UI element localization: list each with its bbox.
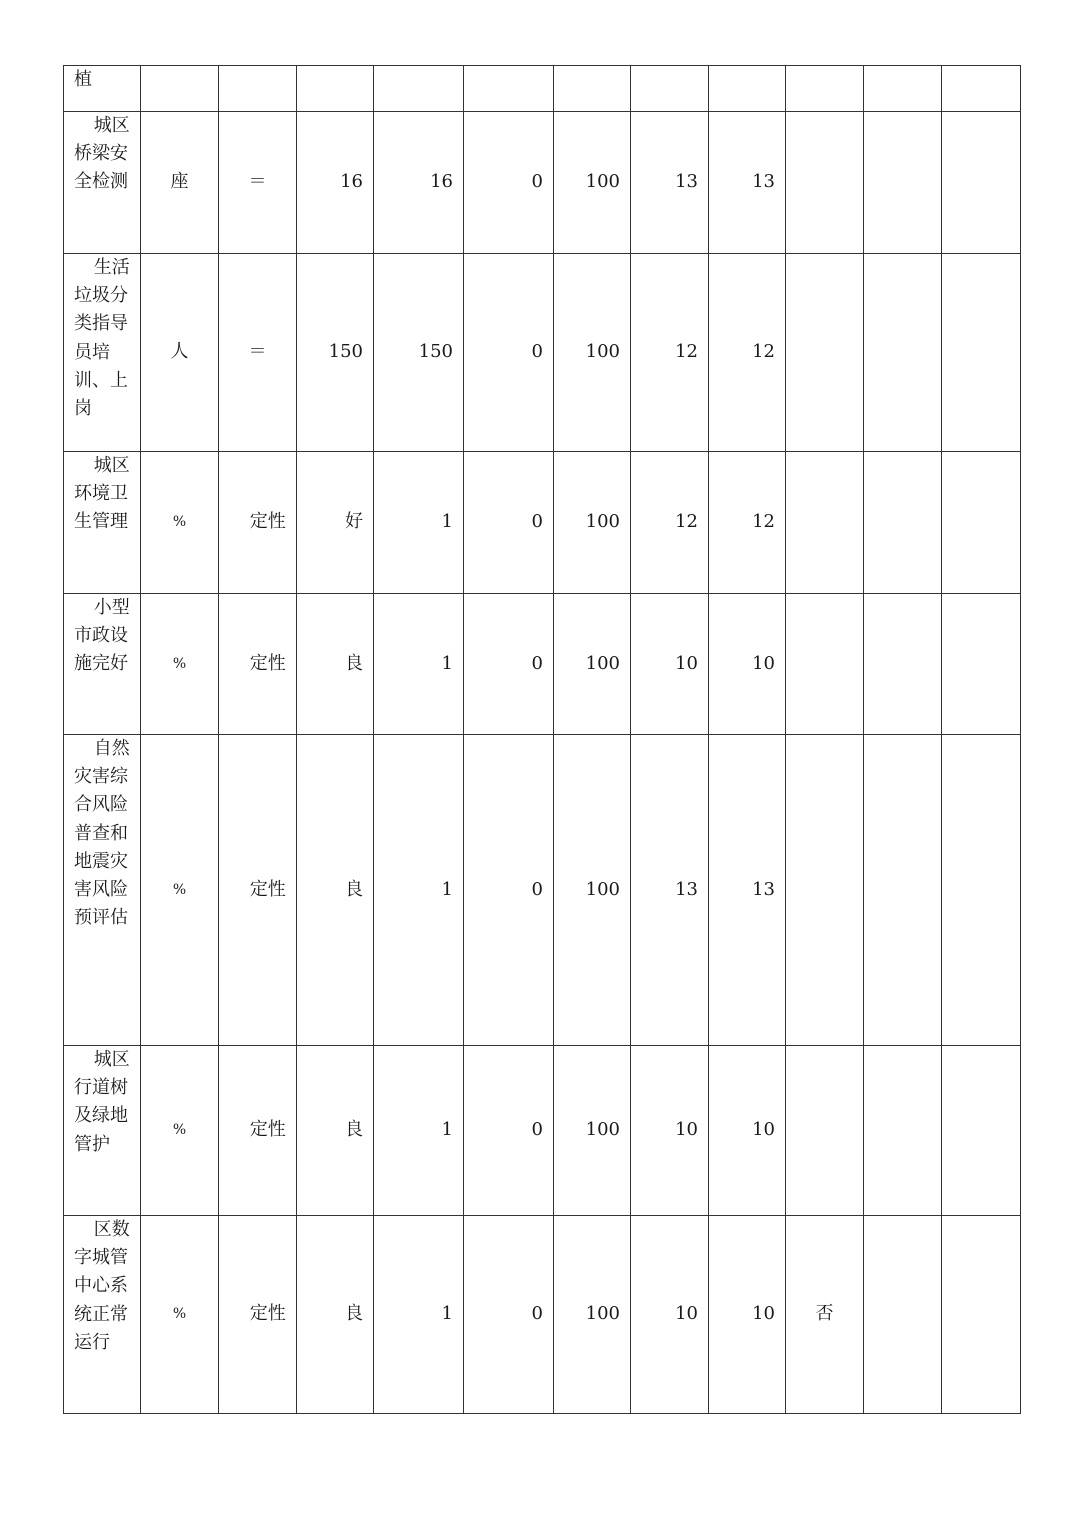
actual-cell: 1 <box>374 594 464 735</box>
flag-cell <box>786 112 864 254</box>
actual-cell: 150 <box>374 254 464 452</box>
indicator-name: 自然灾害综合风险普查和地震灾害风险预评估 <box>64 735 141 1046</box>
symbol-cell: ＝ <box>219 254 297 452</box>
indicator-name: 城区环境卫生管理 <box>64 452 141 594</box>
flag-cell <box>786 594 864 735</box>
unit-cell: % <box>141 594 219 735</box>
score-cell <box>709 66 786 112</box>
flag-cell <box>786 1046 864 1216</box>
completion-cell: 100 <box>554 452 631 594</box>
extra-cell <box>942 66 1021 112</box>
score-cell: 13 <box>709 112 786 254</box>
symbol-cell: 定性 <box>219 594 297 735</box>
unit-cell: % <box>141 1216 219 1414</box>
actual-cell: 1 <box>374 1046 464 1216</box>
deviation-cell: 0 <box>464 735 554 1046</box>
score-cell: 12 <box>709 254 786 452</box>
unit-cell: % <box>141 452 219 594</box>
completion-cell: 100 <box>554 1216 631 1414</box>
deviation-cell <box>464 66 554 112</box>
completion-cell <box>554 66 631 112</box>
target-cell: 良 <box>297 594 374 735</box>
flag-cell <box>786 66 864 112</box>
weight-cell: 13 <box>631 112 709 254</box>
extra-cell <box>864 1046 942 1216</box>
table-row <box>64 452 1021 594</box>
table-row <box>64 66 1021 112</box>
extra-cell <box>942 1046 1021 1216</box>
score-cell: 12 <box>709 452 786 594</box>
extra-cell <box>864 452 942 594</box>
extra-cell <box>942 594 1021 735</box>
unit-cell: 座 <box>141 112 219 254</box>
weight-cell: 10 <box>631 1216 709 1414</box>
completion-cell: 100 <box>554 112 631 254</box>
symbol-cell: 定性 <box>219 1046 297 1216</box>
table-row <box>64 112 1021 254</box>
performance-indicator-table <box>63 65 1021 1414</box>
score-cell: 13 <box>709 735 786 1046</box>
weight-cell: 13 <box>631 735 709 1046</box>
flag-cell <box>786 452 864 594</box>
target-cell: 良 <box>297 735 374 1046</box>
extra-cell <box>942 254 1021 452</box>
indicator-name: 城区桥梁安全检测 <box>64 112 141 254</box>
unit-cell: 人 <box>141 254 219 452</box>
indicator-name: 小型市政设施完好 <box>64 594 141 735</box>
flag-cell <box>786 735 864 1046</box>
completion-cell: 100 <box>554 594 631 735</box>
actual-cell: 1 <box>374 1216 464 1414</box>
symbol-cell: 定性 <box>219 1216 297 1414</box>
table-row <box>64 1046 1021 1216</box>
unit-cell: % <box>141 735 219 1046</box>
deviation-cell: 0 <box>464 1216 554 1414</box>
flag-cell: 否 <box>786 1216 864 1414</box>
weight-cell <box>631 66 709 112</box>
target-cell: 好 <box>297 452 374 594</box>
extra-cell <box>864 66 942 112</box>
completion-cell: 100 <box>554 254 631 452</box>
extra-cell <box>942 1216 1021 1414</box>
extra-cell <box>864 735 942 1046</box>
flag-cell <box>786 254 864 452</box>
target-cell: 150 <box>297 254 374 452</box>
extra-cell <box>942 452 1021 594</box>
actual-cell: 16 <box>374 112 464 254</box>
deviation-cell: 0 <box>464 1046 554 1216</box>
score-cell: 10 <box>709 1046 786 1216</box>
deviation-cell: 0 <box>464 112 554 254</box>
symbol-cell: 定性 <box>219 452 297 594</box>
extra-cell <box>864 594 942 735</box>
table-row <box>64 1216 1021 1414</box>
table-row <box>64 254 1021 452</box>
score-cell: 10 <box>709 1216 786 1414</box>
unit-cell: % <box>141 1046 219 1216</box>
extra-cell <box>942 112 1021 254</box>
deviation-cell: 0 <box>464 452 554 594</box>
extra-cell <box>864 254 942 452</box>
weight-cell: 10 <box>631 594 709 735</box>
extra-cell <box>942 735 1021 1046</box>
table-row <box>64 735 1021 1046</box>
actual-cell: 1 <box>374 452 464 594</box>
completion-cell: 100 <box>554 735 631 1046</box>
indicator-name: 区数字城管中心系统正常运行 <box>64 1216 141 1414</box>
symbol-cell <box>219 66 297 112</box>
deviation-cell: 0 <box>464 594 554 735</box>
extra-cell <box>864 1216 942 1414</box>
indicator-name: 植 <box>64 66 141 112</box>
target-cell <box>297 66 374 112</box>
table-row <box>64 594 1021 735</box>
unit-cell <box>141 66 219 112</box>
target-cell: 良 <box>297 1046 374 1216</box>
score-cell: 10 <box>709 594 786 735</box>
weight-cell: 12 <box>631 452 709 594</box>
weight-cell: 12 <box>631 254 709 452</box>
target-cell: 良 <box>297 1216 374 1414</box>
weight-cell: 10 <box>631 1046 709 1216</box>
target-cell: 16 <box>297 112 374 254</box>
symbol-cell: ＝ <box>219 112 297 254</box>
symbol-cell: 定性 <box>219 735 297 1046</box>
completion-cell: 100 <box>554 1046 631 1216</box>
extra-cell <box>864 112 942 254</box>
indicator-name: 城区行道树及绿地管护 <box>64 1046 141 1216</box>
deviation-cell: 0 <box>464 254 554 452</box>
actual-cell <box>374 66 464 112</box>
actual-cell: 1 <box>374 735 464 1046</box>
indicator-name: 生活垃圾分类指导员培训、上岗 <box>64 254 141 452</box>
